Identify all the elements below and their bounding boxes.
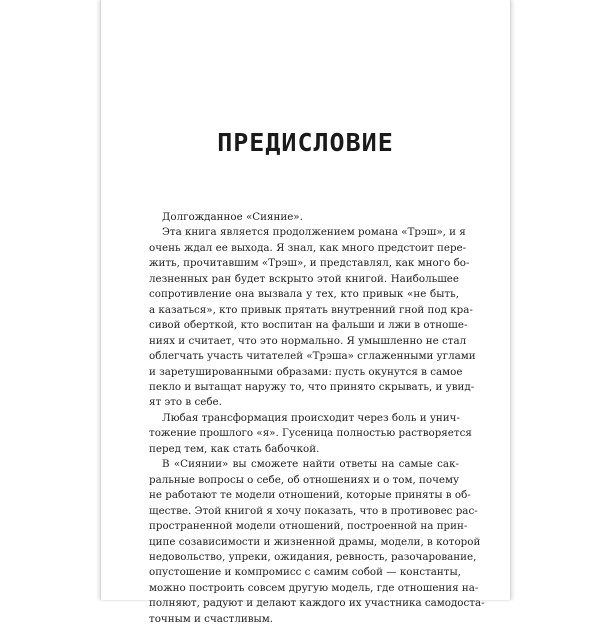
text-line: а казаться», кто привык прятать внутренний гной под кра- — [149, 303, 473, 316]
text-line: облегчать участь читателей «Трэша» сглаженными углами — [149, 350, 476, 363]
body-text — [149, 210, 485, 627]
text-line: Эта книга является продолжением романа «Трэш», и я — [162, 226, 466, 239]
text-line: не работают те модели отношений, которые приняты в об- — [149, 489, 471, 502]
text-line: опустошение и компромисс с самим собой — константы, — [149, 566, 461, 579]
text-line: пекло и вытащат наружу то, что принято скрывать, и увид- — [149, 380, 475, 393]
text-line: ниях и считает, что это нормально. Я умышленно не стал — [149, 334, 467, 347]
text-line: жить, прочитавшим «Трэш», и представлял, как много бо- — [149, 257, 470, 270]
text-line: В «Сиянии» вы сможете найти ответы на самые сак- — [162, 458, 459, 471]
text-line: Любая трансформация происходит через боль и унич- — [162, 411, 460, 424]
text-line: Долгожданное «Сияние». — [162, 211, 303, 223]
text-line: сивой оберткой, кто воспитан на фальши и лжи в отноше- — [149, 319, 468, 332]
text-line: пространенной модели отношений, построенной на прин- — [149, 520, 468, 533]
text-line: точным и счастливым. — [149, 612, 274, 625]
text-line: полняют, радуют и делают каждого их участника самодоста- — [149, 597, 485, 610]
book-page — [100, 0, 511, 625]
text-line: ральные вопросы о себе, об отношениях и о том, почему — [149, 473, 460, 486]
text-line: недовольство, упреки, ожидания, ревность, разочарование, — [149, 550, 477, 563]
text-line: лезненных ран будет вскрыто этой книгой. Наибольшее — [149, 272, 459, 285]
text-line: ципе созависимости и жизненной драмы, модели, в которой — [149, 535, 481, 548]
page-edge-left — [100, 0, 101, 600]
page-edge-right — [510, 0, 511, 600]
text-line: тожение прошлого «я». Гусеница полностью растворяется — [149, 427, 472, 440]
text-line: сопротивление она вызвала у тех, кто привык «не быть, — [149, 288, 459, 301]
chapter-title: ПРЕДИСЛОВИЕ — [217, 128, 394, 157]
text-line: перед тем, как стать бабочкой. — [149, 442, 320, 455]
text-line: ществе. Этой книгой я хочу показать, что в противовес рас- — [149, 504, 478, 517]
text-line: можно построить совсем другую модель, где отношения на- — [149, 581, 479, 594]
text-line: и заретушированными образами: пусть окунутся в самое — [149, 365, 463, 378]
text-line: ят это в себе. — [149, 396, 222, 409]
text-line: очень ждал ее выхода. Я знал, как много предстоит пере- — [149, 241, 467, 254]
